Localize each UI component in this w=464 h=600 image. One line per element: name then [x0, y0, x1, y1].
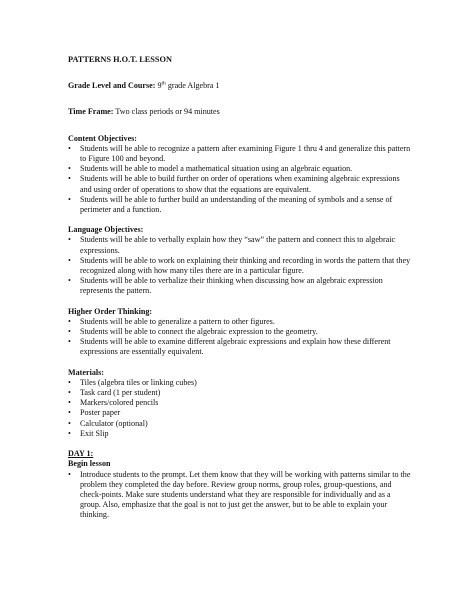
bullet-icon: • — [68, 377, 71, 387]
day1-subheading: Begin lesson — [68, 459, 111, 469]
bullet-icon: • — [68, 276, 71, 286]
language-objectives-heading: Language Objectives: — [68, 225, 144, 235]
list-item-text: Students will be able to examine different algebraic expressions and explain how these different expressions are essentially equivalent. — [80, 337, 391, 357]
bullet-icon: • — [68, 327, 71, 337]
list-item-text: Tiles (algebra tiles or linking cubes) — [80, 377, 197, 387]
list-item — [68, 164, 412, 174]
list-item — [68, 408, 412, 418]
language-objectives-list — [68, 235, 412, 296]
list-item — [68, 470, 412, 521]
list-item-text: Students will be able to further build an understanding of the meaning of symbols and a sense of perimeter and a function. — [80, 194, 393, 215]
list-item — [68, 235, 412, 255]
list-item — [68, 276, 412, 296]
day1-section — [68, 449, 412, 520]
list-item — [68, 195, 412, 215]
content-objectives-heading: Content Objectives: — [68, 133, 138, 143]
time-frame-value: Two class periods or 94 minutes — [115, 107, 220, 117]
list-item-text: Students will be able to verbalize their thinking when discussing how an algebraic expression represents the pattern. — [80, 276, 383, 296]
grade-value — [157, 81, 219, 90]
higher-order-thinking-heading: Higher Order Thinking: — [68, 306, 153, 316]
bullet-icon: • — [68, 174, 71, 184]
list-item — [68, 174, 412, 194]
time-frame-label: Time Frame: — [68, 107, 114, 117]
list-item — [68, 327, 412, 337]
bullet-icon: • — [68, 316, 71, 326]
list-item-text: Poster paper — [80, 408, 121, 418]
list-item — [68, 337, 412, 357]
list-item-text: Introduce students to the prompt. Let them know that they will be working with patterns similar to the problem they completed the day before. Review group norms, group roles, group-questions, and check-points. Make sure students understand what they are responsible for individually and as a group. Also, emphasize that the goal is not to just get the answer, but to be able to explain your thinking. — [80, 469, 411, 520]
bullet-icon: • — [68, 235, 71, 245]
list-item-text: Students will be able to connect the algebraic expression to the geometry. — [80, 327, 318, 337]
list-item-text: Students will be able to recognize a pattern after examining Figure 1 thru 4 and generalize this pattern to Figure 100 and beyond. — [80, 143, 411, 164]
time-frame-line — [68, 107, 412, 117]
grade-suffix: th — [161, 80, 166, 87]
higher-order-thinking-list — [68, 317, 412, 358]
content-objectives-list — [68, 144, 412, 215]
list-item — [68, 144, 412, 164]
bullet-icon: • — [68, 428, 71, 438]
list-item — [68, 429, 412, 439]
bullet-icon: • — [68, 469, 71, 479]
materials-list — [68, 378, 412, 439]
bullet-icon: • — [68, 408, 71, 418]
list-item-text: Students will be able to model a mathematical situation using an algebraic equation. — [80, 164, 353, 174]
list-item-text: Students will be able to verbally explain how they “saw” the pattern and connect this to algebraic expressions. — [80, 235, 396, 255]
list-item-text: Calculator (optional) — [80, 418, 148, 428]
materials-heading: Materials: — [68, 367, 104, 377]
bullet-icon: • — [68, 143, 71, 153]
content-objectives-section — [68, 134, 412, 216]
lesson-title: PATTERNS H.O.T. LESSON — [68, 55, 172, 64]
bullet-icon: • — [68, 164, 71, 174]
bullet-icon: • — [68, 388, 71, 398]
list-item — [68, 317, 412, 327]
bullet-icon: • — [68, 418, 71, 428]
list-item-text: Markers/colored pencils — [80, 398, 159, 408]
list-item-text: Students will be able to build further on order of operations when examining algebraic expressions and using order of operations to show that the equations are equivalent. — [80, 174, 400, 194]
day1-heading: DAY 1: — [68, 449, 94, 459]
language-objectives-section — [68, 225, 412, 296]
bullet-icon: • — [68, 194, 71, 204]
list-item — [68, 398, 412, 408]
higher-order-thinking-section — [68, 307, 412, 358]
list-item — [68, 256, 412, 276]
list-item — [68, 419, 412, 429]
bullet-icon: • — [68, 398, 71, 408]
list-item — [68, 388, 412, 398]
lesson-page — [68, 55, 412, 531]
bullet-icon: • — [68, 255, 71, 265]
materials-section — [68, 368, 412, 439]
bullet-icon: • — [68, 337, 71, 347]
list-item-text: Task card (1 per student) — [80, 388, 161, 398]
grade-course: grade Algebra 1 — [165, 81, 220, 91]
list-item-text: Exit Slip — [80, 428, 109, 438]
list-item — [68, 378, 412, 388]
list-item-text: Students will be able to generalize a pattern to other figures. — [80, 316, 275, 326]
day1-list — [68, 470, 412, 521]
grade-line — [68, 81, 412, 91]
list-item-text: Students will be able to work on explaining their thinking and recording in words the pattern that they recognized along with how many tiles there are in a particular figure. — [80, 255, 411, 276]
grade-number: 9 — [157, 81, 162, 91]
grade-label: Grade Level and Course: — [68, 81, 156, 91]
